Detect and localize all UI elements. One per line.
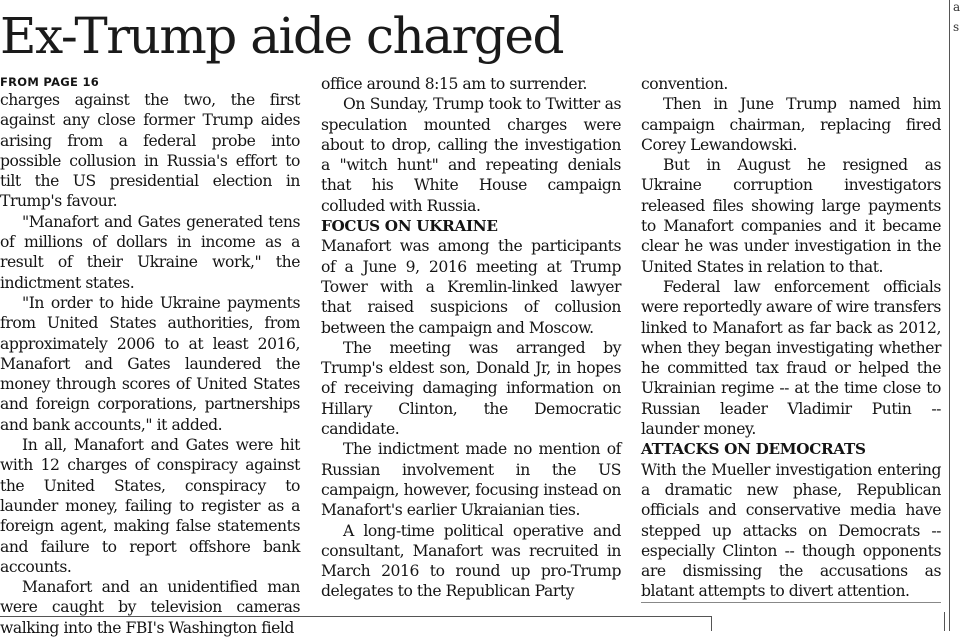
edge-text-fragment: a: [953, 0, 961, 14]
paragraph: Manafort and an unidentified man were caught by television cameras walking into the FBI's Washington field: [0, 578, 300, 637]
paragraph: Federal law enforcement officials were reportedly aware of wire transfers linked to Manafort as far back as 2012, when they began investigating whether he committed tax fraud or helped the Ukrainian regime -- at the time close to Russian leader Vladimir Putin -- launder money.: [641, 277, 941, 439]
bottom-rule-tick: [711, 616, 712, 631]
continued-from-label: FROM PAGE 16: [0, 75, 100, 89]
bottom-rule: [0, 616, 711, 617]
column-divider-rule: [949, 0, 950, 631]
article-column-1: [0, 74, 300, 637]
paragraph: The meeting was arranged by Trump's eldest son, Donald Jr, in hopes of receiving damaging information on Hillary Clinton, the Democratic candidate.: [321, 338, 621, 439]
column-end-rule: [641, 602, 941, 603]
headline: Ex-Trump aide charged: [0, 7, 564, 65]
paragraph: charges against the two, the first against any close former Trump aides arising from a federal probe into possible collusion in Russia's effort to tilt the US presidential election in Trump's favour.: [0, 91, 300, 211]
paragraph: Manafort was among the participants of a June 9, 2016 meeting at Trump Tower with a Kremlin-linked lawyer that raised suspicions of collusion between the campaign and Moscow.: [321, 237, 621, 337]
paragraph: "In order to hide Ukraine payments from United States authorities, from approximately 2006 to at least 2016, Manafort and Gates laundered the money through scores of United States and foreign corporations, partnerships and bank accounts," it added.: [0, 293, 300, 434]
paragraph: office around 8:15 am to surrender.: [321, 75, 588, 93]
paragraph: But in August he resigned as Ukraine corruption investigators released files showing large payments to Manafort companies and it became clear he was under investigation in the United States in relation to that.: [641, 156, 941, 276]
subheading: FOCUS ON UKRAINE: [321, 217, 498, 236]
paragraph: In all, Manafort and Gates were hit with 12 charges of conspiracy against the United States, conspiracy to launder money, failing to register as a foreign agent, making false statements and failure to report offshore bank accounts.: [0, 436, 300, 576]
subheading: ATTACKS ON DEMOCRATS: [641, 440, 866, 459]
article-column-3: [641, 74, 941, 603]
paragraph: With the Mueller investigation entering a dramatic new phase, Republican officials and conservative media have stepped up attacks on Democrats -- especially Clinton -- though opponents are dismissing the accusations as blatant attempts to divert attention.: [641, 460, 941, 601]
paragraph: Then in June Trump named him campaign chairman, replacing fired Corey Lewandowski.: [641, 95, 941, 154]
paragraph: On Sunday, Trump took to Twitter as speculation mounted charges were about to drop, calling the investigation a "witch hunt" and repeating denials that his White House campaign colluded with Russia.: [321, 95, 621, 215]
paragraph: The indictment made no mention of Russian involvement in the US campaign, however, focusing instead on Manafort's earlier Ukraianian ties.: [321, 440, 621, 520]
article-column-2: [321, 74, 621, 603]
paragraph: convention.: [641, 75, 728, 93]
paragraph: "Manafort and Gates generated tens of millions of dollars in income as a result of their Ukraine work," the indictment states.: [0, 212, 300, 292]
paragraph: A long-time political operative and consultant, Manafort was recruited in March 2016 to round up pro-Trump delegates to the Republican Party: [321, 521, 621, 601]
edge-text-fragment: s: [953, 20, 960, 34]
bottom-rule-tick: [944, 612, 945, 631]
